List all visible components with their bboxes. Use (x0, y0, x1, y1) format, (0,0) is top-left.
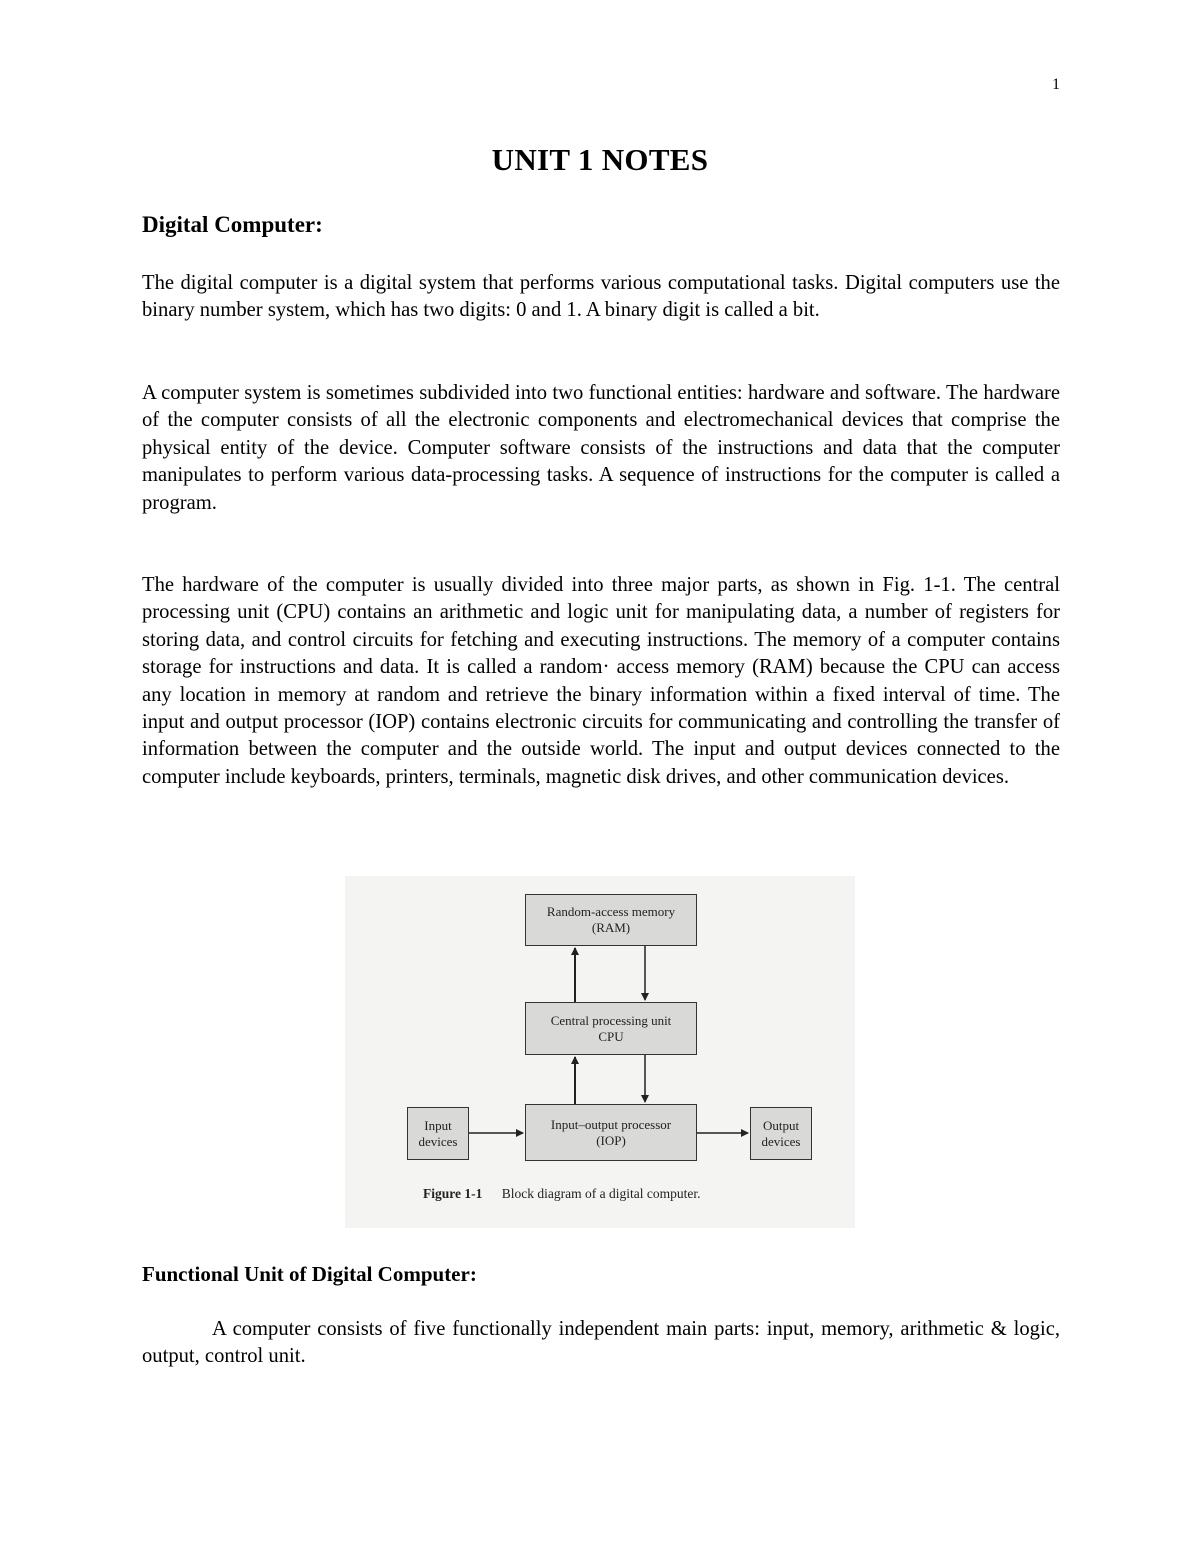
paragraph-digital-intro: The digital computer is a digital system that performs various computational tasks. Digital computers use the binary number system, which has two digits: 0 and 1. A binary digit is called a bit. (142, 272, 1060, 322)
paragraph-hardware-software: A computer system is sometimes subdivided into two functional entities: hardware and software. The hardware of the computer consists of all the electronic components and electromechanical devices that comprise the physical entity of the device. Computer software consists of the instructions and data that the computer manipulates to perform various data-processing tasks. A sequence of instructions for the computer is called a program. (142, 382, 1060, 514)
cpu-label: Central processing unit (550, 1012, 672, 1028)
input-label-1: Input (424, 1117, 452, 1133)
paragraph-hardware-parts: The hardware of the computer is usually divided into three major parts, as shown in Fig. 1-1. The central processing unit (CPU) contains an arithmetic and logic unit for manipulating data, a number of registers for storing data, and control circuits for fetching and executing instructions. The memory of a computer contains storage for instructions and data. It is called a random· access memory (RAM) because the CPU can access any location in memory at random and retrieve the binary information within a fixed interval of time. The input and output processor (IOP) contains electronic circuits for communicating and controlling the transfer of information between the computer and the outside world. The input and output devices connected to the computer include keyboards, printers, terminals, magnetic disk drives, and other communication devices. (142, 574, 1060, 788)
figure-caption (423, 1186, 843, 1202)
input-label-2: devices (418, 1133, 458, 1149)
ram-label: Random-access memory (546, 904, 676, 919)
figure-caption-label: Figure 1-1 (423, 1186, 483, 1201)
cpu-abbrev: CPU (598, 1028, 624, 1044)
figure-caption-text: Block diagram of a digital computer. (501, 1186, 701, 1201)
output-devices-block (750, 1107, 812, 1160)
ram-abbrev: (RAM) (591, 920, 631, 935)
output-label-1: Output (762, 1117, 800, 1133)
section-heading-functional-unit: Functional Unit of Digital Computer: (142, 1262, 477, 1286)
iop-block (525, 1104, 697, 1161)
section-heading-digital-computer: Digital Computer: (142, 212, 323, 237)
input-devices-block (407, 1107, 469, 1160)
paragraph-functional-units: A computer consists of five functionally independent main parts: input, memory, arithmetic & logic, output, control unit. (142, 1318, 1060, 1368)
ram-block (525, 894, 697, 946)
page-number: 1 (1052, 76, 1060, 93)
iop-label: Input–output processor (550, 1116, 672, 1132)
block-diagram-figure (345, 876, 855, 1228)
output-label-2: devices (761, 1133, 801, 1149)
page-title: UNIT 1 NOTES (491, 142, 709, 177)
iop-abbrev: (IOP) (596, 1132, 626, 1148)
cpu-block (525, 1002, 697, 1055)
